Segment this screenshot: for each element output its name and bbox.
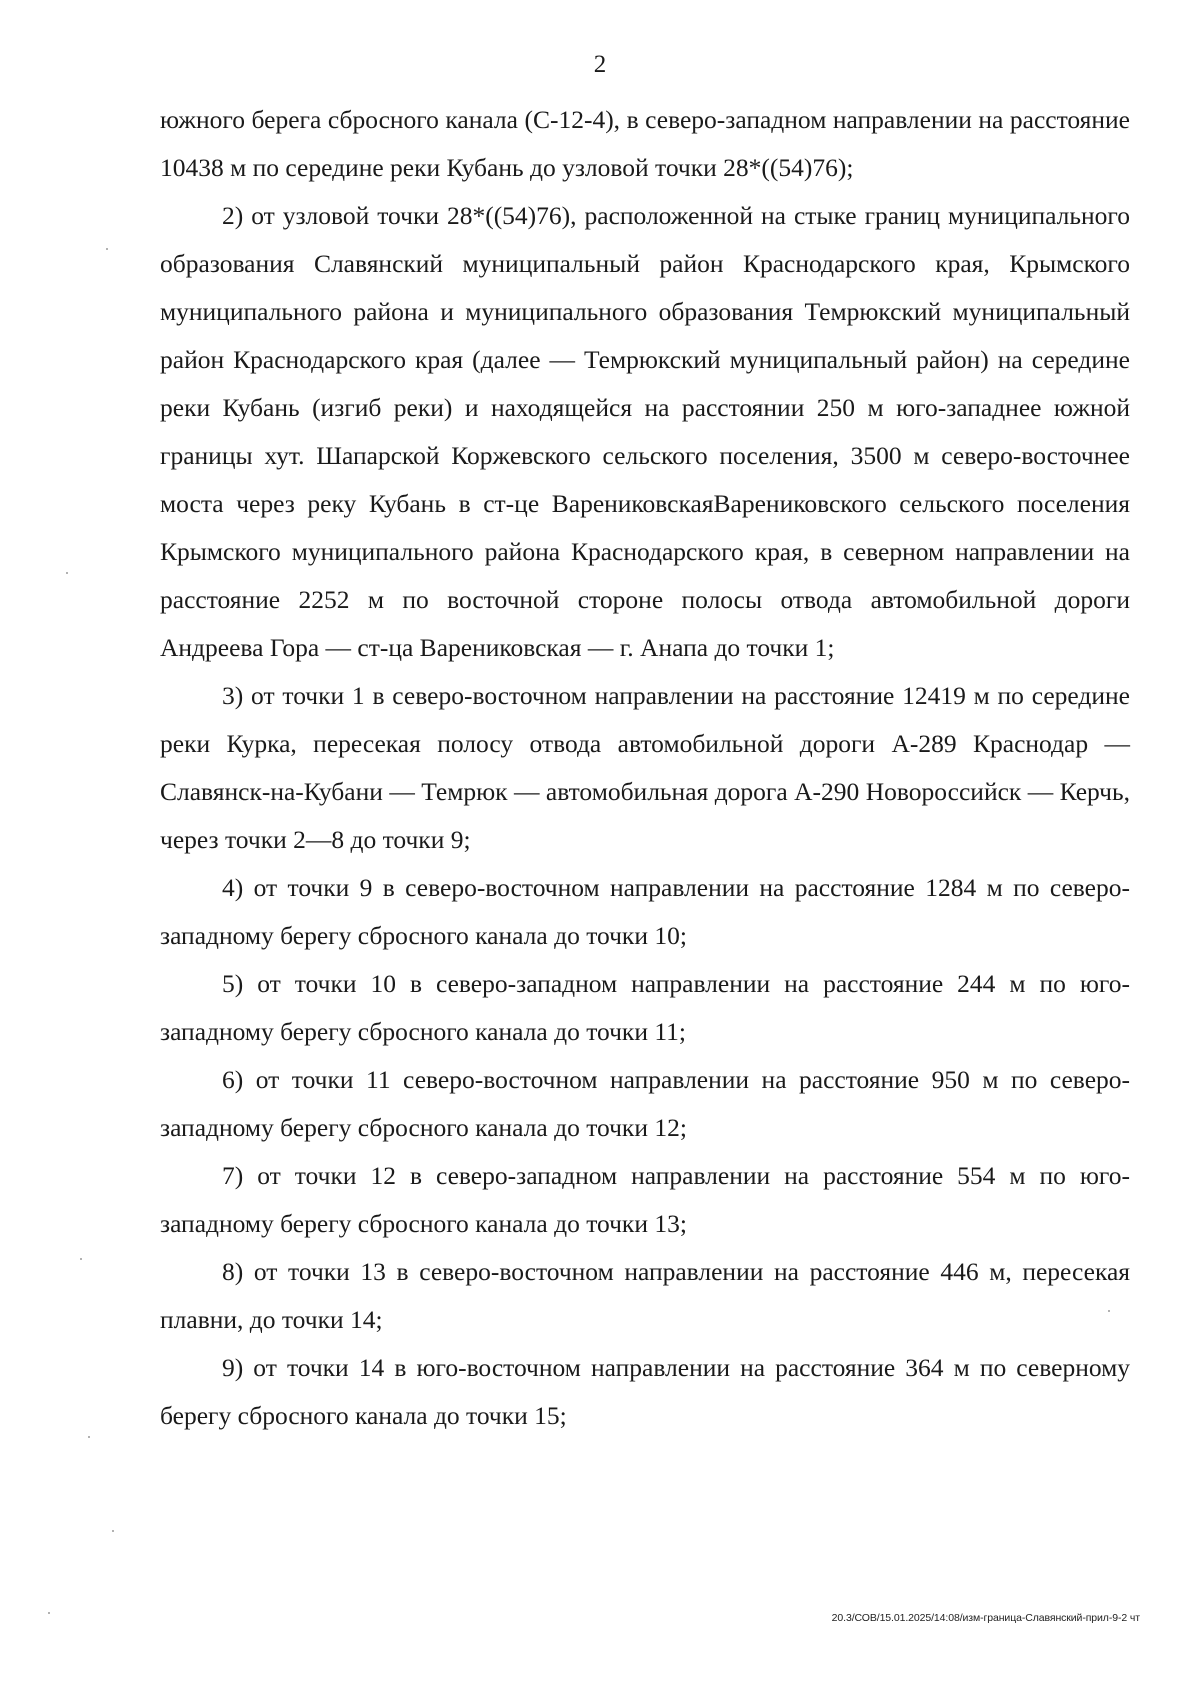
paragraph-item-7: 7) от точки 12 в северо-западном направлении на расстояние 554 м по юго-западному берегу сбросного канала до точки 13; xyxy=(160,1161,1130,1238)
scan-speck xyxy=(66,572,68,574)
document-footer-code: 20.3/СОВ/15.01.2025/14:08/изм-граница-Славянский-прил-9-2 чт xyxy=(831,1612,1140,1624)
paragraph-item-8: 8) от точки 13 в северо-восточном направлении на расстояние 446 м, пересекая плавни, до точки 14; xyxy=(160,1257,1130,1334)
document-body xyxy=(160,96,1130,1440)
paragraph-item-6: 6) от точки 11 северо-восточном направлении на расстояние 950 м по северо-западному берегу сбросного канала до точки 12; xyxy=(160,1065,1130,1142)
scan-speck xyxy=(88,1436,90,1438)
paragraph-item-9: 9) от точки 14 в юго-восточном направлении на расстояние 364 м по северному берегу сбросного канала до точки 15; xyxy=(160,1353,1130,1430)
paragraph-item-4: 4) от точки 9 в северо-восточном направлении на расстояние 1284 м по северо-западному берегу сбросного канала до точки 10; xyxy=(160,873,1130,950)
scan-speck xyxy=(80,1258,82,1260)
scan-speck xyxy=(112,1530,114,1532)
paragraph-item-2: 2) от узловой точки 28*((54)76), расположенной на стыке границ муниципального образования Славянский муниципальный район Краснодарского края, Крымского муниципального района и муниципального образования Темрюкский муниципальный район Краснодарского края (далее — Темрюкский муниципальный район) на середине реки Кубань (изгиб реки) и находящейся на расстоянии 250 м юго-западнее южной границы хут. Шапарской Коржевского сельского поселения, 3500 м северо-восточнее моста через реку Кубань в ст-це ВарениковскаяВарениковского сельского поселения Крымского муниципального района Краснодарского края, в северном направлении на расстояние 2252 м по восточной стороне полосы отвода автомобильной дороги Андреева Гора — ст-ца Варениковская — г. Анапа до точки 1; xyxy=(160,201,1130,662)
page-number: 2 xyxy=(593,51,607,78)
paragraph-item-3: 3) от точки 1 в северо-восточном направлении на расстояние 12419 м по середине реки Курка, пересекая полосу отвода автомобильной дороги А-289 Краснодар — Славянск-на-Кубани — Темрюк — автомобильная дорога А-290 Новороссийск — Керчь, через точки 2—8 до точки 9; xyxy=(160,681,1130,854)
scan-speck xyxy=(106,248,108,250)
scan-speck xyxy=(48,1612,50,1614)
scan-speck xyxy=(1108,1310,1110,1312)
paragraph-item-5: 5) от точки 10 в северо-западном направлении на расстояние 244 м по юго-западному берегу сбросного канала до точки 11; xyxy=(160,969,1130,1046)
paragraph-continuation: южного берега сбросного канала (С-12-4), в северо-западном направлении на расстояние 10438 м по середине реки Кубань до узловой точки 28*((54)76); xyxy=(160,105,1130,182)
